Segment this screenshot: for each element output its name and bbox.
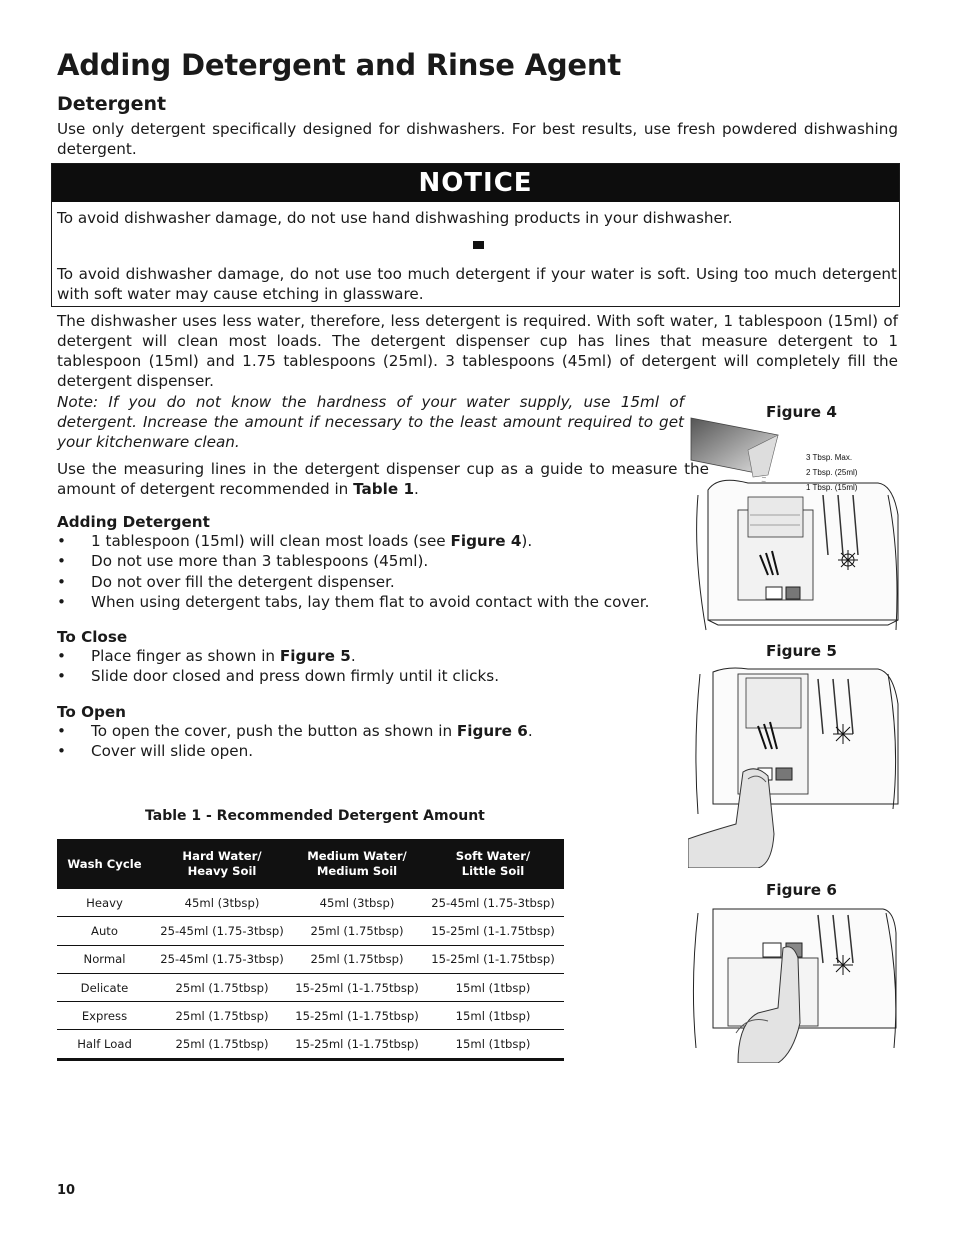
- figure-5-label: Figure 5: [766, 642, 837, 660]
- list-item-text-end: ).: [521, 532, 533, 550]
- table-header-soft-water: [422, 839, 564, 889]
- table-reference: Table 1: [353, 480, 415, 498]
- list-item-text-end: .: [527, 722, 533, 740]
- table-cell: 15ml (1tbsp): [422, 1002, 564, 1030]
- figure-6-label: Figure 6: [766, 881, 837, 899]
- list-item-text-end: .: [350, 647, 356, 665]
- table-cell: 25-45ml (1.75-3tbsp): [152, 917, 292, 945]
- detergent-table: [57, 839, 564, 1061]
- list-item-text: Slide door closed and press down firmly until it clicks.: [91, 667, 500, 686]
- table-row: [57, 917, 564, 945]
- figure-reference: Figure 4: [450, 532, 522, 550]
- table-body: [57, 889, 564, 1059]
- to-open-list: [57, 721, 707, 762]
- table-row: [57, 1002, 564, 1030]
- notice-paragraph-2: To avoid dishwasher damage, do not use too much detergent if your water is soft. Using too much detergent with soft water may cause etching in glassware.: [57, 265, 897, 303]
- table-cell: Delicate: [57, 973, 152, 1001]
- body-paragraph-2: [57, 459, 709, 499]
- table-cell: 25ml (1.75tbsp): [152, 1030, 292, 1059]
- to-close-title: To Close: [57, 628, 128, 646]
- list-item-text: Place finger as shown in: [91, 647, 280, 665]
- notice-paragraph-1: To avoid dishwasher damage, do not use hand dishwashing products in your dishwasher.: [57, 209, 733, 227]
- table-row: [57, 1030, 564, 1059]
- bullet-marker: •: [57, 742, 66, 761]
- table-cell: 25-45ml (1.75-3tbsp): [152, 945, 292, 973]
- bullet-marker: •: [57, 722, 66, 740]
- table-header-medium-water: [292, 839, 422, 889]
- to-open-section: [57, 703, 707, 762]
- list-item: [57, 592, 707, 612]
- fig4-line-label-2tbsp: 2 Tbsp. (25ml): [806, 468, 858, 477]
- intro-paragraph: Use only detergent specifically designed for dishwashers. For best results, use fresh powdered dishwashing detergent.: [57, 120, 898, 158]
- table-row: [57, 973, 564, 1001]
- table-cell: 15-25ml (1-1.75tbsp): [292, 1002, 422, 1030]
- adding-detergent-section: [57, 513, 707, 612]
- list-item: [57, 646, 707, 666]
- table-cell: Express: [57, 1002, 152, 1030]
- adding-detergent-title: Adding Detergent: [57, 513, 210, 531]
- table-row: [57, 945, 564, 973]
- table-cell: 15-25ml (1-1.75tbsp): [422, 945, 564, 973]
- to-close-list: [57, 646, 707, 687]
- table-cell: Normal: [57, 945, 152, 973]
- bullet-marker: •: [57, 667, 66, 686]
- body-p2-text: Use the measuring lines in the detergent dispenser cup as a guide to measure the amount of detergent recommended in: [57, 460, 709, 498]
- list-item-text: 1 tablespoon (15ml) will clean most loads (see: [91, 532, 451, 550]
- notice-box: [51, 163, 900, 307]
- table-cell: Auto: [57, 917, 152, 945]
- table-cell: 25ml (1.75tbsp): [292, 945, 422, 973]
- bullet-marker: •: [57, 572, 66, 591]
- list-item: [57, 741, 707, 761]
- table-cell: Half Load: [57, 1030, 152, 1059]
- adding-detergent-list: [57, 531, 707, 612]
- figure-5-close-illustration: [688, 664, 900, 868]
- list-item-text: When using detergent tabs, lay them flat to avoid contact with the cover.: [91, 592, 650, 611]
- list-item-text: To open the cover, push the button as shown in: [91, 722, 457, 740]
- to-open-title: To Open: [57, 703, 126, 721]
- header-line: Heavy Soil: [187, 864, 257, 878]
- header-line: Medium Water/: [307, 849, 407, 863]
- table-row: [57, 889, 564, 917]
- figure-4-dispenser-illustration: [688, 415, 900, 637]
- list-item: [57, 666, 707, 686]
- page-title: Adding Detergent and Rinse Agent: [57, 48, 621, 82]
- table-caption: Table 1 - Recommended Detergent Amount: [145, 808, 485, 824]
- list-item: [57, 572, 707, 592]
- table-cell: 15ml (1tbsp): [422, 1030, 564, 1059]
- table-cell: 25ml (1.75tbsp): [152, 973, 292, 1001]
- list-item-text: Do not over fill the detergent dispenser.: [91, 572, 395, 591]
- to-close-section: [57, 628, 707, 687]
- list-item-text: Do not use more than 3 tablespoons (45ml).: [91, 552, 429, 571]
- figure-4-label: Figure 4: [766, 403, 837, 421]
- table-cell: 15ml (1tbsp): [422, 973, 564, 1001]
- list-item-text: Cover will slide open.: [91, 742, 254, 761]
- table-header-row: [57, 839, 564, 889]
- header-line: Hard Water/: [182, 849, 262, 863]
- bullet-marker: •: [57, 532, 66, 550]
- table-cell: 25-45ml (1.75-3tbsp): [422, 889, 564, 917]
- table-cell: Heavy: [57, 889, 152, 917]
- table-header-hard-water: [152, 839, 292, 889]
- table-cell: 15-25ml (1-1.75tbsp): [292, 1030, 422, 1059]
- table-header-wash-cycle: [57, 839, 152, 889]
- figure-reference: Figure 5: [279, 647, 351, 665]
- list-item: [57, 721, 707, 741]
- fig4-line-label-1tbsp: 1 Tbsp. (15ml): [806, 483, 858, 492]
- bullet-marker: •: [57, 647, 66, 665]
- body-p2-end: .: [414, 480, 419, 498]
- list-item: [57, 531, 707, 551]
- figure-reference: Figure 6: [456, 722, 528, 740]
- header-line: Medium Soil: [316, 864, 398, 878]
- section-title-detergent: Detergent: [57, 93, 167, 115]
- table-cell: 15-25ml (1-1.75tbsp): [292, 973, 422, 1001]
- notice-separator: [473, 241, 484, 249]
- table-cell: 25ml (1.75tbsp): [292, 917, 422, 945]
- table-cell: 45ml (3tbsp): [152, 889, 292, 917]
- table-cell: 15-25ml (1-1.75tbsp): [422, 917, 564, 945]
- header-line: Wash Cycle: [67, 856, 142, 871]
- note-paragraph: Note: If you do not know the hardness of your water supply, use 15ml of detergent. Increase the amount if necessary to the least amount required to get your kitchenware clean.: [57, 393, 684, 451]
- bullet-marker: •: [57, 592, 66, 611]
- list-item: [57, 551, 707, 571]
- bullet-marker: •: [57, 552, 66, 571]
- header-line: Little Soil: [461, 864, 525, 878]
- notice-header: NOTICE: [52, 164, 899, 202]
- body-paragraph-1: The dishwasher uses less water, therefore, less detergent is required. With soft water, 1 tablespoon (15ml) of detergent will clean most loads. The detergent dispenser cup has lines that measure detergent to 1 tablespoon (15ml) and 1.75 tablespoons (25ml). 3 tablespoons (45ml) of detergent will completely fill the detergent dispenser.: [57, 312, 898, 390]
- table-cell: 45ml (3tbsp): [292, 889, 422, 917]
- page-number: 10: [57, 1183, 76, 1198]
- table-cell: 25ml (1.75tbsp): [152, 1002, 292, 1030]
- header-line: Soft Water/: [455, 849, 531, 863]
- figure-6-open-illustration: [688, 903, 900, 1063]
- fig4-line-label-3tbsp: 3 Tbsp. Max.: [806, 453, 853, 462]
